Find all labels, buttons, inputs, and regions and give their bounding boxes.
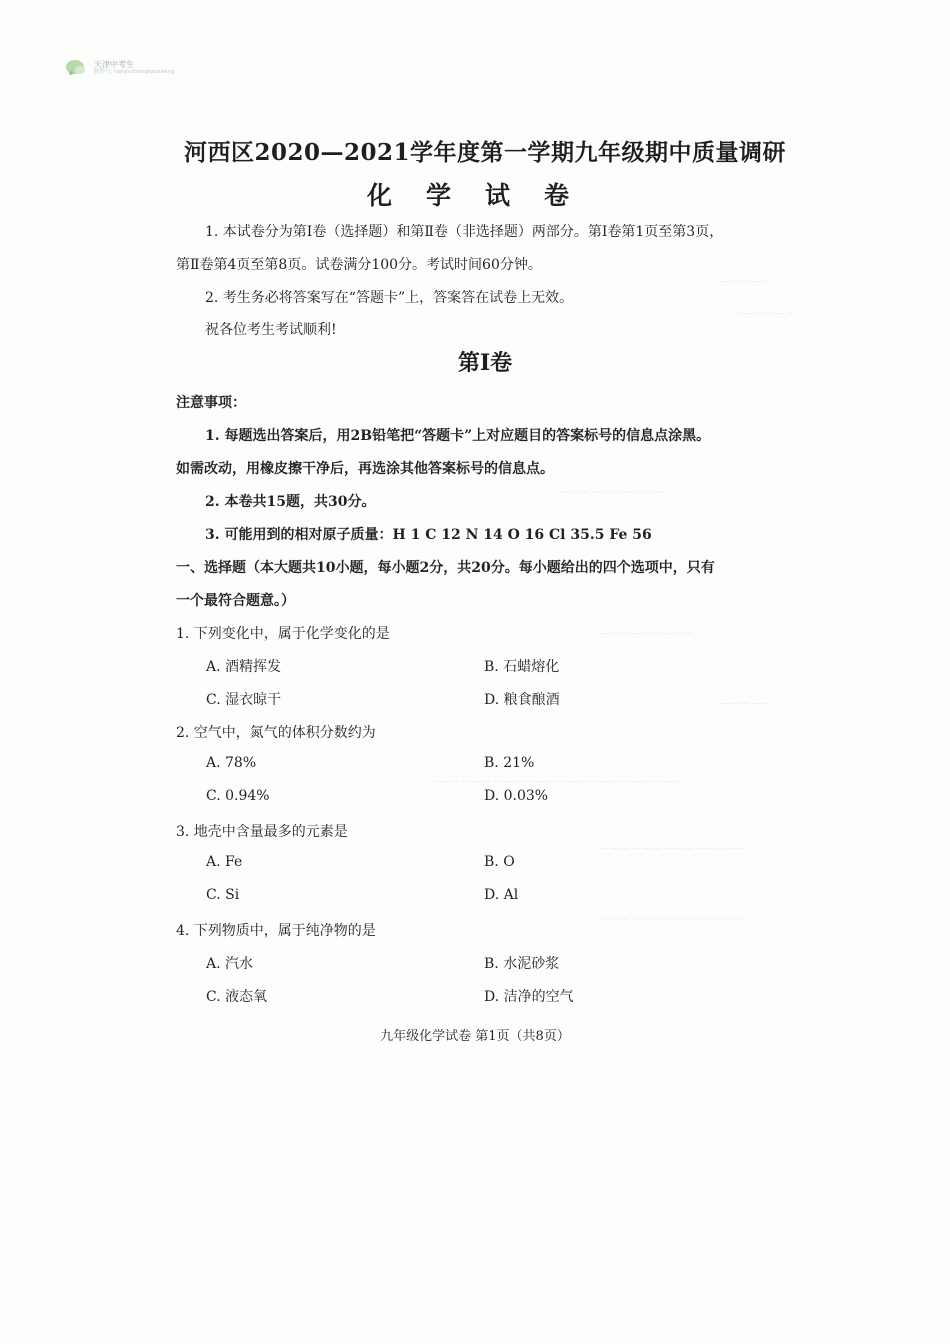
question-2-stem: 2. 空气中，氮气的体积分数约为 [176,725,376,741]
intro-line-3: 2. 考生务必将答案写在“答题卡”上，答案答在试卷上无效。 [205,290,574,306]
logo-name: 天津中考生 [94,59,134,69]
bleed-through: _ _ _ _ _ _ _ _ _ _ _ _ _ _ [600,835,745,850]
bleed-through: _ _ _ _ _ _ _ _ _ _ _ _ _ _ [600,905,745,920]
note-3: 3. 可能用到的相对原子质量：H 1 C 12 N 14 O 16 Cl 35.5 Fe 56 [205,527,652,543]
intro-line-2: 第Ⅱ卷第4页至第8页。试卷满分100分。考试时间60分钟。 [176,257,542,273]
question-2-option-a: A. 78% [206,755,257,771]
question-1-option-a: A. 酒精挥发 [206,659,282,675]
exam-subject: 化学试卷 [366,181,603,210]
question-3-option-b: B. O [484,854,515,870]
logo-sub: 微博号: tianjinzhongkaosheng [94,69,175,76]
intro-line-4: 祝各位考生考试顺利! [205,322,337,338]
bleed-through: _ _ _ _ _ [720,690,770,705]
note-1b: 如需改动，用橡皮擦干净后，再选涂其他答案标号的信息点。 [176,461,554,477]
question-3-option-a: A. Fe [206,854,243,870]
question-4-option-b: B. 水泥砂浆 [484,956,560,972]
section-title: 第Ⅰ卷 [457,350,513,376]
question-1-option-d: D. 粮食酿酒 [484,692,560,708]
exam-title: 河西区2020—2021学年度第一学期九年级期中质量调研 [183,139,787,166]
question-1-stem: 1. 下列变化中，属于化学变化的是 [176,626,390,642]
bleed-through: _ _ _ _ _ _ _ _ _ [600,620,692,635]
bleed-through: _ _ _ _ _ _ [735,300,795,315]
question-2-option-d: D. 0.03% [484,788,549,804]
question-3-stem: 3. 地壳中含量最多的元素是 [176,824,348,840]
page-footer: 九年级化学试卷 第1页（共8页） [380,1029,570,1044]
leaf-logo-icon [64,58,88,78]
question-4-option-d: D. 洁净的空气 [484,989,574,1005]
question-3-option-c: C. Si [206,887,240,903]
intro-line-1: 1. 本试卷分为第Ⅰ卷（选择题）和第Ⅱ卷（非选择题）两部分。第Ⅰ卷第1页至第3页， [205,224,724,240]
question-4-option-a: A. 汽水 [206,956,254,972]
question-4-option-c: C. 液态氧 [206,989,268,1005]
part-1-heading-b: 一个最符合题意。） [176,593,295,609]
question-2-option-b: B. 21% [484,755,535,771]
bleed-through: _ _ _ _ _ _ _ _ _ _ _ _ _ _ _ _ _ _ _ _ _ _ _ _ [430,768,682,783]
part-1-heading-a: 一、选择题（本大题共10小题，每小题2分，共20分。每小题给出的四个选项中，只有 [176,560,715,576]
note-1a: 1. 每题选出答案后，用2B铅笔把“答题卡”上对应题目的答案标号的信息点涂黑。 [205,428,711,444]
question-3-option-d: D. Al [484,887,519,903]
bleed-through: _ _ _ _ _ _ _ _ _ _ [560,478,663,493]
question-2-option-c: C. 0.94% [206,788,270,804]
question-1-option-b: B. 石蜡熔化 [484,659,560,675]
notes-heading: 注意事项： [176,395,246,411]
question-1-option-c: C. 湿衣晾干 [206,692,282,708]
brand-logo [64,58,174,78]
note-2: 2. 本卷共15题，共30分。 [205,494,376,510]
question-4-stem: 4. 下列物质中，属于纯净物的是 [176,923,376,939]
bleed-through: _ _ _ _ _ [720,268,770,283]
